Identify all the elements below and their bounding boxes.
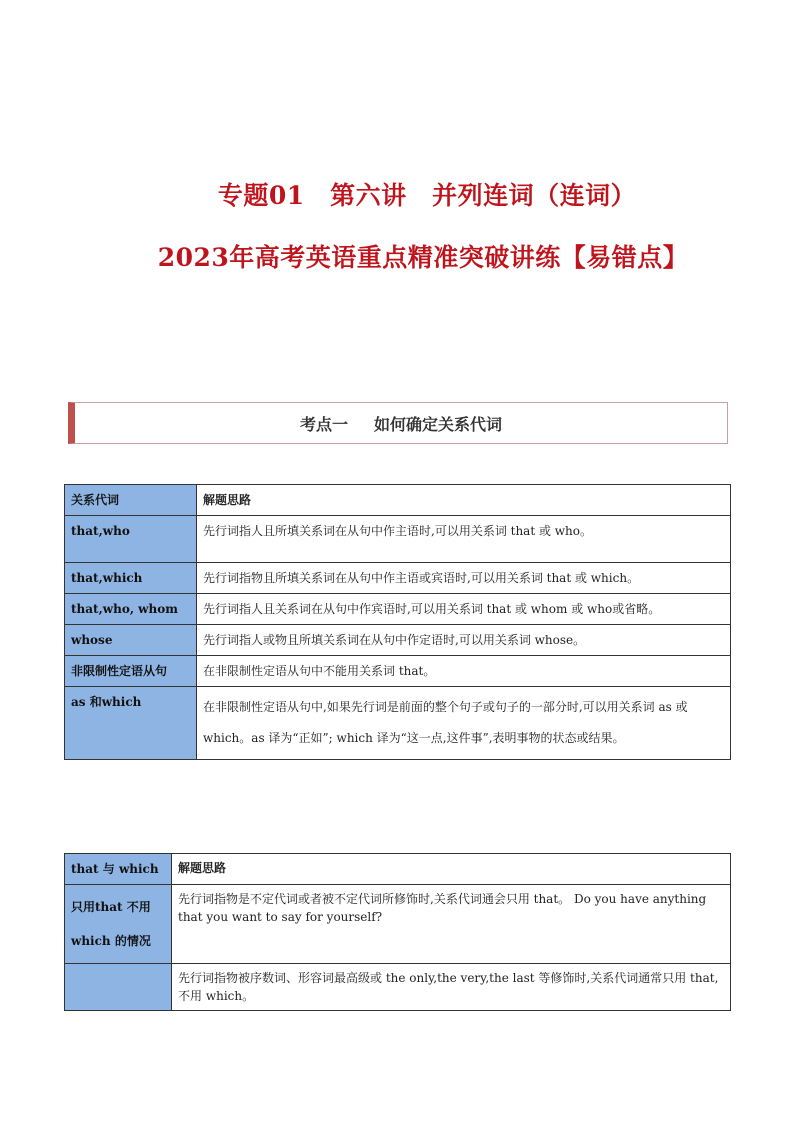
- header-key-cell: 关系代词: [65, 485, 197, 516]
- table-header-row: [65, 485, 731, 516]
- table-row: [65, 885, 731, 964]
- table-row: [65, 594, 731, 625]
- row-value-cell: 先行词指人且关系词在从句中作宾语时,可以用关系词 that 或 whom 或 who或省略。: [197, 594, 731, 625]
- header-key-cell: that 与 which: [65, 854, 172, 885]
- row-value-cell: 在非限制性定语从句中不能用关系词 that。: [197, 656, 731, 687]
- table-row: [65, 516, 731, 563]
- header-value-cell: 解题思路: [172, 854, 731, 885]
- row-key-cell: as 和which: [65, 687, 197, 760]
- row-value-cell: 先行词指人且所填关系词在从句中作主语时,可以用关系词 that 或 who。: [197, 516, 731, 563]
- section-text: 如何确定关系代词: [374, 414, 503, 434]
- table-row: [65, 656, 731, 687]
- row-key-cell: 非限制性定语从句: [65, 656, 197, 687]
- row-key-cell: that,which: [65, 563, 197, 594]
- row-value-cell: 先行词指物是不定代词或者被不定代词所修饰时,关系代词通会只用 that。 Do you have anything that you want to say for yourself?: [172, 885, 731, 964]
- header-value-cell: 解题思路: [197, 485, 731, 516]
- section-label: 考点一: [299, 414, 348, 434]
- table-row: [65, 964, 731, 1011]
- row-value-cell: 在非限制性定语从句中,如果先行词是前面的整个句子或句子的一部分时,可以用关系词 as 或 which。as 译为“正如”; which 译为“这一点,这件事”,表明事物的状态或结果。: [197, 687, 731, 760]
- row-value-cell: 先行词指物且所填关系词在从句中作主语或宾语时,可以用关系词 that 或 which。: [197, 563, 731, 594]
- row-key-cell: that,who, whom: [65, 594, 197, 625]
- row-value-cell: 先行词指人或物且所填关系词在从句中作定语时,可以用关系词 whose。: [197, 625, 731, 656]
- table-row: [65, 625, 731, 656]
- relative-pronoun-table: [64, 484, 731, 760]
- row-key-cell: [65, 964, 172, 1011]
- table-row: [65, 687, 731, 760]
- table-row: [65, 563, 731, 594]
- row-key-cell: that,who: [65, 516, 197, 563]
- row-value-cell: 先行词指物被序数词、形容词最高级或 the only,the very,the last 等修饰时,关系代词通常只用 that,不用 which。: [172, 964, 731, 1011]
- row-key-cell: 只用that 不用 which 的情况: [65, 885, 172, 964]
- that-which-table: [64, 853, 731, 1011]
- document-title-line1: 专题01 第六讲 并列连词（连词）: [217, 181, 637, 210]
- section-heading: [68, 402, 728, 444]
- table-header-row: [65, 854, 731, 885]
- document-title-line2: 2023年高考英语重点精准突破讲练【易错点】: [157, 243, 689, 272]
- row-key-cell: whose: [65, 625, 197, 656]
